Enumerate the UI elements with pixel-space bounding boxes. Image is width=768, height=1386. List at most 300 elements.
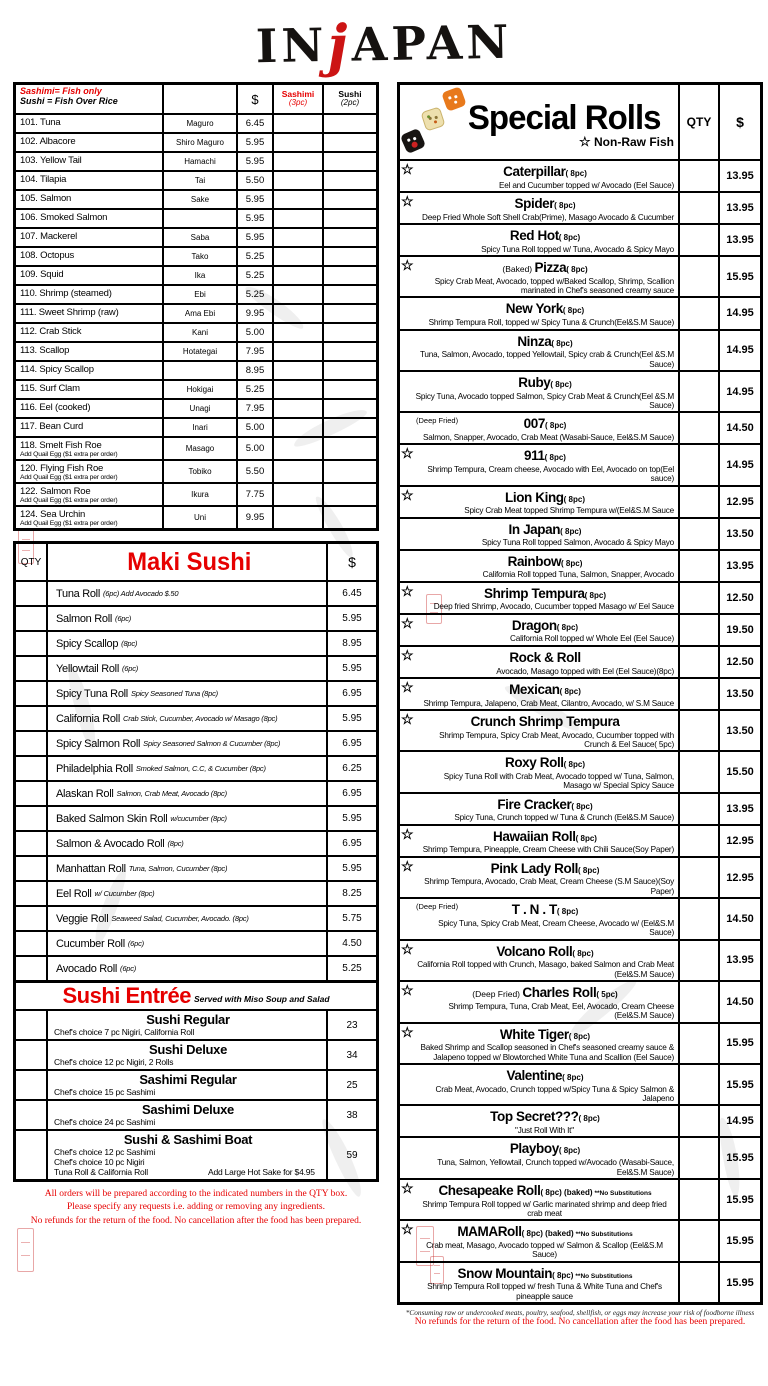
- roll-name-line: Mexican( 8pc): [509, 681, 581, 697]
- maki-section-title: Maki Sushi: [127, 547, 252, 576]
- qty-box: [678, 899, 718, 938]
- maki-row: [16, 605, 376, 630]
- price-column-header: $: [326, 544, 376, 580]
- item-price: 6.95: [326, 732, 376, 755]
- roll-name-line: White Tiger( 8pc): [499, 1026, 591, 1042]
- item-name-cell: 107. Mackerel: [20, 231, 78, 242]
- item-name-cell: 105. Salmon: [20, 193, 72, 204]
- entree-row: [16, 1069, 376, 1099]
- roll-info-cell: [400, 331, 678, 370]
- special-roll-row: [400, 980, 760, 1021]
- maki-row: [16, 855, 376, 880]
- japanese-name: Ikura: [162, 484, 236, 505]
- roll-description: Spicy Tuna, Avocado topped Salmon, Spicy Crab Meat & Crunch(Eel &S.M Sauce): [415, 391, 674, 410]
- roll-description: Eel and Cucumber topped w/ Avocado (Eel Sauce): [499, 180, 674, 190]
- entree-item-cell: Sushi Regular Chef's choice 7 pc Nigiri, California Roll: [46, 1011, 326, 1039]
- item-name-cell: 104. Tilapia: [20, 174, 67, 185]
- sashimi-qty-box: [272, 484, 322, 505]
- item-price: 13.95: [718, 225, 760, 255]
- price-column-header: $: [236, 85, 272, 113]
- item-name-cell: Philadelphia Roll Smoked Salmon, C.C, & Cucumber (8pc): [46, 757, 326, 780]
- qty-box: [16, 1131, 46, 1179]
- japanese-name: Kani: [162, 324, 236, 341]
- nigiri-row: [16, 482, 376, 505]
- special-roll-row: [400, 329, 760, 370]
- special-roll-row: [400, 443, 760, 484]
- maki-row: [16, 655, 376, 680]
- item-price: 14.50: [718, 413, 760, 443]
- qty-box: [16, 932, 46, 955]
- special-roll-row: [400, 1178, 760, 1219]
- sashimi-qty-box: [272, 324, 322, 341]
- special-roll-row: [400, 191, 760, 223]
- non-raw-star-icon: ☆: [401, 1221, 414, 1238]
- japanese-name: Tako: [162, 248, 236, 265]
- non-raw-star-icon: ☆: [401, 678, 414, 695]
- qty-box: [16, 782, 46, 805]
- item-price: 15.95: [718, 1263, 760, 1302]
- roll-description: Salmon, Snapper, Avocado, Crab Meat (Wasabi-Sauce, Eel&S.M Sauce): [423, 432, 674, 442]
- star-icon: ☆: [579, 134, 591, 149]
- sushi-qty-box: [322, 381, 376, 398]
- nigiri-row: [16, 341, 376, 360]
- sushi-qty-box: [322, 400, 376, 417]
- item-price: 14.95: [718, 331, 760, 370]
- item-price: 4.50: [326, 932, 376, 955]
- item-price: 14.95: [718, 1106, 760, 1136]
- roll-info-cell: [400, 615, 678, 645]
- item-price: 12.95: [718, 487, 760, 517]
- item-price: 25: [326, 1071, 376, 1099]
- hot-sake-addon: Add Large Hot Sake for $4.95: [207, 1167, 315, 1177]
- maki-row: [16, 905, 376, 930]
- item-price: 6.95: [326, 782, 376, 805]
- sashimi-qty-box: [272, 400, 322, 417]
- sashimi-qty-box: [272, 381, 322, 398]
- item-price: 13.50: [718, 519, 760, 549]
- nigiri-row: [16, 322, 376, 341]
- japanese-name: Tai: [162, 172, 236, 189]
- item-price: 6.45: [236, 115, 272, 132]
- nigiri-row: [16, 265, 376, 284]
- roll-name-line: Chesapeake Roll( 8pc) (baked) **No Substitutions: [438, 1182, 652, 1198]
- item-name-cell: 113. Scallop: [20, 345, 70, 356]
- item-name-cell: Manhattan Roll Tuna, Salmon, Cucumber (8pc): [46, 857, 326, 880]
- qty-box: [16, 607, 46, 630]
- qty-box: [678, 225, 718, 255]
- item-name-cell: 110. Shrimp (steamed): [20, 288, 112, 299]
- sushi-qty-box: [322, 172, 376, 189]
- roll-description: Deep Fried Whole Soft Shell Crab(Prime), Masago Avocado & Cucumber: [422, 212, 674, 222]
- item-price: 12.50: [718, 647, 760, 677]
- roll-info-cell: [400, 1106, 678, 1136]
- sashimi-qty-box: [272, 419, 322, 436]
- roll-name-line: Top Secret???( 8pc): [490, 1109, 600, 1125]
- roll-description: Avocado, Masago topped with Eel (Eel Sauce)(8pc): [496, 666, 674, 676]
- item-name-cell: 118. Smelt Fish Roe Add Quail Egg ($1 extra per order): [16, 438, 162, 459]
- special-roll-row: [400, 792, 760, 824]
- roll-info-cell: [400, 1065, 678, 1104]
- item-name-cell: 108. Octopus: [20, 250, 75, 261]
- item-price: 15.95: [718, 1024, 760, 1063]
- roll-info-cell: [400, 941, 678, 980]
- roll-info-cell: [400, 826, 678, 856]
- roll-description: Crab Meat, Avocado, Crunch topped w/Spicy Tuna & Spicy Salmon & Jalapeno: [435, 1084, 674, 1104]
- item-price: 13.50: [718, 711, 760, 750]
- roll-info-cell: [400, 225, 678, 255]
- item-name-cell: 122. Salmon Roe Add Quail Egg ($1 extra per order): [16, 484, 162, 505]
- special-roll-row: [400, 750, 760, 791]
- sushi-qty-box: [322, 461, 376, 482]
- sushi-qty-box: [322, 324, 376, 341]
- special-roll-row: [400, 1219, 760, 1260]
- nigiri-legend: Sashimi= Fish only Sushi = Fish Over Rice: [20, 86, 118, 106]
- qty-box: [16, 1101, 46, 1129]
- qty-box: [16, 1041, 46, 1069]
- qty-box: [16, 957, 46, 980]
- roll-description: Shrimp Tempura, Spicy Crab Meat, Avocado, Cucumber topped with Crunch & Eel Sauce( 5pc): [439, 730, 674, 749]
- roll-description: California Roll topped with Crunch, Masago, baked Salmon and Crab Meat (Eel&S.M Sauce): [417, 960, 674, 979]
- qty-box: [678, 372, 718, 411]
- logo-red-j: j: [326, 12, 353, 79]
- qty-box: [16, 682, 46, 705]
- qty-box: [678, 161, 718, 191]
- non-raw-star-icon: ☆: [401, 982, 414, 999]
- maki-row: [16, 805, 376, 830]
- nigiri-rows: [16, 113, 376, 528]
- entree-row: [16, 1129, 376, 1179]
- special-roll-row: [400, 1261, 760, 1302]
- sushi-qty-box: [322, 484, 376, 505]
- roll-name-line: 911( 8pc): [524, 448, 566, 464]
- japanese-name: Shiro Maguro: [162, 134, 236, 151]
- item-price: 5.25: [236, 286, 272, 303]
- item-name-cell: Salmon & Avocado Roll (8pc): [46, 832, 326, 855]
- qty-box: [678, 711, 718, 750]
- roll-description: Spicy Tuna, Crunch topped w/ Tuna & Crunch (Eel&S.M Sauce): [454, 813, 674, 823]
- maki-row: [16, 630, 376, 655]
- roll-name-line: Lion King( 8pc): [505, 489, 585, 505]
- nigiri-row: [16, 436, 376, 459]
- item-price: 12.95: [718, 826, 760, 856]
- non-raw-star-icon: ☆: [401, 710, 414, 727]
- roll-info-cell: [400, 583, 678, 613]
- roll-info-cell: [400, 679, 678, 709]
- maki-row: [16, 880, 376, 905]
- roll-description: Shrimp Tempura Roll topped w/ fresh Tuna & White Tuna and Chef's pineapple sauce: [427, 1282, 662, 1301]
- non-raw-star-icon: ☆: [401, 1179, 414, 1196]
- nigiri-price-table: [13, 82, 379, 531]
- special-roll-row: [400, 549, 760, 581]
- special-roll-row: [400, 581, 760, 613]
- nigiri-row: [16, 113, 376, 132]
- qty-box: [678, 1024, 718, 1063]
- maki-row: [16, 755, 376, 780]
- sushi-qty-box: [322, 229, 376, 246]
- qty-box: [678, 1065, 718, 1104]
- roll-description: Shrimp Tempura Roll, topped w/ Spicy Tuna & Crunch(Eel&S.M Sauce): [428, 318, 674, 328]
- roll-info-cell: [400, 899, 678, 938]
- qty-box: [678, 487, 718, 517]
- item-price: 5.50: [236, 172, 272, 189]
- entree-title-row: [16, 980, 376, 1009]
- item-price: 13.95: [718, 161, 760, 191]
- non-raw-star-icon: ☆: [401, 193, 414, 210]
- non-raw-star-icon: ☆: [401, 486, 414, 503]
- nigiri-row: [16, 459, 376, 482]
- japanese-name: [162, 362, 236, 379]
- non-raw-star-icon: ☆: [401, 161, 414, 177]
- qty-box: [678, 1180, 718, 1219]
- qty-box: [16, 1071, 46, 1099]
- roll-info-cell: [400, 647, 678, 677]
- entree-row: [16, 1099, 376, 1129]
- non-raw-star-icon: ☆: [401, 614, 414, 631]
- sashimi-qty-box: [272, 153, 322, 170]
- roll-description: Shrimp Tempura, Tuna, Crab Meat, Eel, Avocado, Cream Cheese (Eel&S.M Sauce): [448, 1001, 674, 1021]
- qty-box: [16, 857, 46, 880]
- sushi-qty-box: [322, 305, 376, 322]
- roll-description: Shrimp Tempura, Jalapeno, Crab Meat, Cilantro, Avocado, w/ S.M Sauce: [423, 698, 674, 708]
- japanese-name: [162, 210, 236, 227]
- quail-egg-note: Add Quail Egg ($1 extra per order): [20, 474, 118, 481]
- qty-box: [678, 193, 718, 223]
- item-price: 6.45: [326, 582, 376, 605]
- item-price: 12.95: [718, 858, 760, 897]
- item-price: 5.95: [236, 191, 272, 208]
- item-name-cell: 103. Yellow Tail: [20, 155, 82, 166]
- roll-description: Baked Shrimp and Scallop seasoned in Chef's seasoned creamy sauce & Jalapeno topped w/ Blowtorched White Tuna and Scallion (Eel Sauce): [420, 1043, 674, 1062]
- logo-text-apan: APAN: [351, 14, 513, 72]
- japanese-name: Ika: [162, 267, 236, 284]
- item-price: 5.95: [236, 210, 272, 227]
- qty-box: [678, 583, 718, 613]
- qty-box: [16, 707, 46, 730]
- sushi-qty-box: [322, 267, 376, 284]
- roll-description: Shrimp Tempura, Pineapple, Cream Cheese with Chili Sauce(Soy Paper): [422, 845, 674, 855]
- roll-name-line: Rainbow( 8pc): [507, 553, 583, 569]
- item-price: 5.95: [236, 134, 272, 151]
- qty-box: [678, 519, 718, 549]
- cooking-style-note: (Deep Fried): [416, 416, 459, 426]
- special-roll-row: [400, 159, 760, 191]
- sashimi-qty-box: [272, 461, 322, 482]
- japanese-name: Hamachi: [162, 153, 236, 170]
- roll-name-line: Valentine( 8pc): [506, 1068, 584, 1084]
- logo-text-in: IN: [255, 17, 328, 74]
- item-price: 13.95: [718, 794, 760, 824]
- special-roll-row: [400, 939, 760, 980]
- item-name-cell: California Roll Crab Stick, Cucumber, Avocado w/ Masago (8pc): [46, 707, 326, 730]
- entree-row: [16, 1039, 376, 1069]
- japanese-name: Inari: [162, 419, 236, 436]
- sushi-qty-box: [322, 248, 376, 265]
- sushi-qty-box: [322, 115, 376, 132]
- footer-line: No refunds for the return of the food. No cancellation after the food has been prepared.: [30, 1215, 362, 1226]
- sashimi-qty-box: [272, 507, 322, 528]
- item-price: 5.50: [236, 461, 272, 482]
- roll-info-cell: [400, 161, 678, 191]
- japanese-name: Tobiko: [162, 461, 236, 482]
- special-roll-row: [400, 485, 760, 517]
- qty-box: [678, 1106, 718, 1136]
- sashimi-qty-box: [272, 362, 322, 379]
- item-price: 14.95: [718, 298, 760, 328]
- roll-name-line: Shrimp Tempura( 8pc): [483, 585, 606, 601]
- entree-subtitle: Served with Miso Soup and Salad: [193, 994, 330, 1004]
- quail-egg-note: Add Quail Egg ($1 extra per order): [20, 520, 118, 527]
- item-price: 13.95: [718, 193, 760, 223]
- item-price: 9.95: [236, 305, 272, 322]
- item-name-cell: 112. Crab Stick: [20, 326, 82, 337]
- qty-box: [678, 794, 718, 824]
- japanese-name-column-header: [162, 85, 236, 113]
- special-rolls-title-cell: [400, 85, 678, 159]
- item-price: 8.25: [326, 882, 376, 905]
- entree-item-cell: Sashimi Regular Chef's choice 15 pc Sashimi: [46, 1071, 326, 1099]
- roll-name-line: Fire Cracker( 8pc): [497, 796, 593, 812]
- item-name-cell: Spicy Salmon Roll Spicy Seasoned Salmon & Cucumber (8pc): [46, 732, 326, 755]
- sashimi-qty-box: [272, 210, 322, 227]
- japanese-name: Unagi: [162, 400, 236, 417]
- special-roll-row: [400, 613, 760, 645]
- item-price: 5.95: [326, 657, 376, 680]
- maki-row: [16, 580, 376, 605]
- roll-info-cell: [400, 1263, 678, 1302]
- roll-info-cell: [400, 794, 678, 824]
- consumer-advisory: *Consuming raw or undercooked meats, poultry, seafood, shellfish, or eggs may increase your risk of foodborne illness: [405, 1308, 755, 1318]
- price-column-header: $: [718, 85, 760, 159]
- japanese-name: Hokigai: [162, 381, 236, 398]
- maki-title-cell: [46, 544, 326, 580]
- sushi-qty-box: [322, 507, 376, 528]
- special-rolls-title: Special Rolls: [467, 99, 661, 137]
- item-name-cell: Baked Salmon Skin Roll w/cucumber (8pc): [46, 807, 326, 830]
- roll-description: California Roll topped w/ Whole Eel (Eel Sauce): [510, 634, 674, 644]
- item-name-cell: 109. Squid: [20, 269, 64, 280]
- roll-name-line: T . N . T( 8pc): [511, 902, 579, 918]
- quail-egg-note: Add Quail Egg ($1 extra per order): [20, 497, 118, 504]
- qty-box: [678, 1138, 718, 1177]
- item-price: 5.95: [326, 807, 376, 830]
- item-price: 14.95: [718, 445, 760, 484]
- item-price: 14.50: [718, 982, 760, 1021]
- nigiri-row: [16, 284, 376, 303]
- roll-name-line: Red Hot( 8pc): [509, 228, 581, 244]
- sashimi-qty-box: [272, 286, 322, 303]
- left-column: [13, 82, 379, 1228]
- nigiri-row: [16, 398, 376, 417]
- qty-box: [16, 832, 46, 855]
- nigiri-row: [16, 303, 376, 322]
- entree-rows: [16, 1009, 376, 1179]
- nigiri-row: [16, 505, 376, 528]
- maki-row: [16, 930, 376, 955]
- item-price: 34: [326, 1041, 376, 1069]
- roll-info-cell: [400, 413, 678, 443]
- special-roll-row: [400, 856, 760, 897]
- japanese-name: Hotategai: [162, 343, 236, 360]
- roll-description: Spicy Tuna, Spicy Crab Meat, Cream Cheese, Avocado w/ (Eel&S.M Sauce): [438, 918, 674, 938]
- item-name-cell: 120. Flying Fish Roe Add Quail Egg ($1 extra per order): [16, 461, 162, 482]
- item-price: 5.95: [326, 707, 376, 730]
- right-footer: [397, 1308, 763, 1327]
- roll-info-cell: [400, 1221, 678, 1260]
- item-price: 7.95: [236, 400, 272, 417]
- sashimi-qty-box: [272, 191, 322, 208]
- item-price: 5.25: [236, 381, 272, 398]
- sashimi-qty-box: [272, 305, 322, 322]
- nigiri-row: [16, 360, 376, 379]
- japanese-name: Saba: [162, 229, 236, 246]
- non-raw-star-icon: ☆: [401, 940, 414, 957]
- entree-row: [16, 1009, 376, 1039]
- sushi-qty-box: [322, 153, 376, 170]
- item-price: 38: [326, 1101, 376, 1129]
- special-roll-row: [400, 897, 760, 938]
- sushi-qty-box: [322, 210, 376, 227]
- japanese-name: Maguro: [162, 115, 236, 132]
- qty-box: [16, 1011, 46, 1039]
- roll-info-cell: [400, 1180, 678, 1219]
- item-name-cell: Alaskan Roll Salmon, Crab Meat, Avocado (8pc): [46, 782, 326, 805]
- roll-description: Shrimp Tempura, Cream cheese, Avocado with Eel, Avocado on top(Eel sauce): [427, 464, 674, 484]
- item-price: 15.95: [718, 257, 760, 296]
- roll-description: Spicy Tuna Roll topped w/ Tuna, Avocado & Spicy Mayo: [481, 244, 674, 254]
- roll-name-line: Rock & Roll: [509, 649, 581, 665]
- roll-info-cell: [400, 487, 678, 517]
- roll-name-line: Hawaiian Roll( 8pc): [493, 828, 597, 844]
- roll-name-line: Dragon( 8pc): [511, 617, 579, 633]
- special-roll-row: [400, 824, 760, 856]
- roll-info-cell: [400, 1024, 678, 1063]
- roll-info-cell: [400, 982, 678, 1021]
- japanese-name: Ebi: [162, 286, 236, 303]
- roll-description: Spicy Tuna Roll with Crab Meat, Avocado topped w/ Tuna, Salmon, Masago w/ Special Spicy Sauce: [443, 771, 674, 791]
- entree-item-cell: Sushi & Sashimi Boat Chef's choice 12 pc Sashimi Chef's choice 10 pc Nigiri Tuna Roll & California Roll Add Large Hot Sake for $4.95: [46, 1131, 326, 1179]
- roll-info-cell: [400, 193, 678, 223]
- item-name-cell: 102. Albacore: [20, 136, 76, 147]
- japanese-name: Masago: [162, 438, 236, 459]
- footer-line: Please specify any requests i.e. adding or removing any ingredients.: [66, 1202, 325, 1213]
- special-roll-row: [400, 411, 760, 443]
- qty-box: [678, 413, 718, 443]
- maki-sushi-table: [13, 541, 379, 1182]
- roll-name-line: (Deep Fried) Charles Roll( 5pc): [472, 985, 618, 1001]
- roll-name-line: Ruby( 8pc): [518, 374, 572, 390]
- roll-info-cell: [400, 372, 678, 411]
- roll-description: Deep fried Shrimp, Avocado, Cucumber topped Masago w/ Eel Sauce: [433, 602, 674, 612]
- roll-name-line: Playboy( 8pc): [509, 1141, 581, 1157]
- roll-description: Tuna, Salmon, Avocado, topped Yellowtail, Spicy crab & Crunch(Eel &S.M Sauce): [419, 350, 674, 369]
- maki-row: [16, 955, 376, 980]
- item-price: 5.00: [236, 324, 272, 341]
- sushi-qty-box: [322, 286, 376, 303]
- item-name-cell: 117. Bean Curd: [20, 421, 84, 432]
- roll-name-line: MAMARoll( 8pc) (baked) **No Substitutions: [457, 1224, 633, 1240]
- maki-row: [16, 730, 376, 755]
- nigiri-row: [16, 132, 376, 151]
- sushi-qty-box: [322, 438, 376, 459]
- sashimi-qty-box: [272, 115, 322, 132]
- roll-name-line: (Baked) Pizza( 8pc): [502, 260, 588, 276]
- item-name-cell: Veggie Roll Seaweed Salad, Cucumber, Avocado. (8pc): [46, 907, 326, 930]
- qty-box: [16, 582, 46, 605]
- qty-box: [678, 298, 718, 328]
- item-price: 5.00: [236, 438, 272, 459]
- japanese-name: Ama Ebi: [162, 305, 236, 322]
- item-price: 7.95: [236, 343, 272, 360]
